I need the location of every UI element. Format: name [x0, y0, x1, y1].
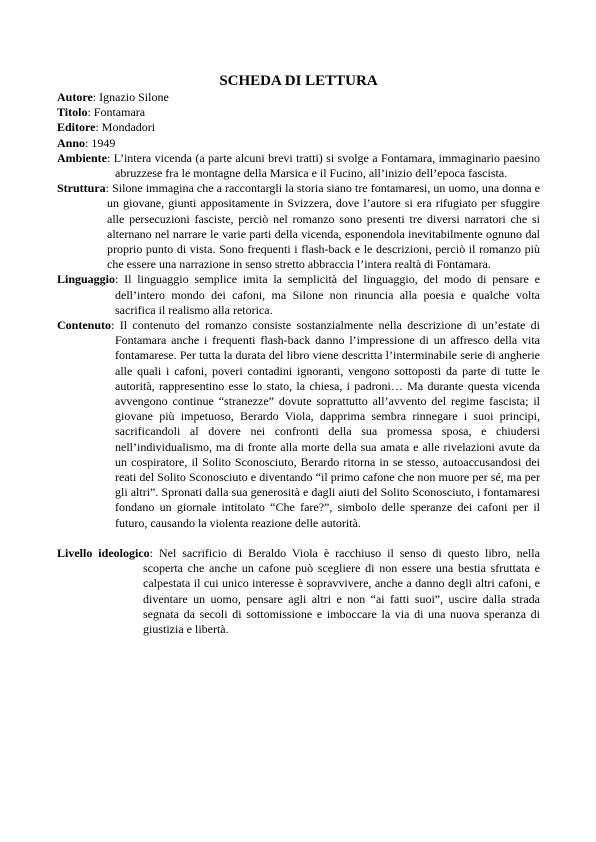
- field-label-linguaggio: Linguaggio: [57, 272, 116, 287]
- field-linguaggio: Linguaggio: Il linguaggio semplice imita la semplicità del linguaggio, del modo di pensare e dell’intero mondo dei cafoni, ma Silone non rinuncia alla poesia e qualche volta sacrifica il realismo alla retorica.: [57, 272, 540, 317]
- field-label-autore: Autore: [57, 90, 93, 104]
- page-title: SCHEDA DI LETTURA: [219, 73, 378, 89]
- field-value-titolo: Fontamara: [93, 105, 146, 120]
- field-value-anno: 1949: [91, 135, 116, 150]
- field-label-contenuto: Contenuto: [57, 318, 112, 333]
- field-ambiente: Ambiente: L’intera vicenda (a parte alcuni brevi tratti) si svolge a Fontamara, immaginario paesino abruzzese fra le montagne della Marsica e il Fucino, all’inizio dell’epoca fascista.: [57, 150, 540, 181]
- field-label-livello-ideologico: Livello ideologico: [57, 545, 150, 560]
- field-struttura: Struttura: Silone immagina che a raccontargli la storia siano tre fontamaresi, un uomo, una donna e un giovane, giunti appositamente in Svizzera, dove l’autore si era rifugiato per sfuggire alle persecuzioni fasciste, perciò nel romanzo sono presenti tre diversi narratori che si alternano nel narrare le varie parti della vicenda, esponendola inevitabilmente ognuno dal proprio punto di vista. Sono frequenti i flash-back e le descrizioni, perciò il romanzo più che essere una narrazione in senso stretto abbraccia l’intera realtà di Fontamara.: [57, 181, 540, 272]
- field-value-editore: Mondadori: [101, 120, 156, 135]
- field-anno: Anno: 1949: [57, 135, 116, 150]
- field-value-contenuto: Il contenuto del romanzo consiste sostanzialmente nella descrizione di un’estate di Fontamara anche i frequenti flash-back danno l’impressione di un affresco della vita fontamarese. Per tutta la durata del libro viene descritta l’interminabile serie di angherie alle quali i cafoni, poveri contadini ignoranti, vengono sottoposti da parte di tutte le autorità, rappresentino esse lo stato, la chiesa, i padroni… Ma durante questa vicenda avvengono continue “stranezze” dovute soprattutto all’avvento del regime fascista; il giovane più impetuoso, Berardo Viola, dapprima sembra rinnegare i suoi principi, sacrificandoli al dovere nei confronti della sua promessa sposa, e chiudersi nell’individualismo, ma di fronte alla morte della sua amata e alle rivelazioni avute da un cospiratore, il Solito Sconosciuto, Berardo ritorna in se stesso, autoaccusandosi dei reati del Solito Sconosciuto e diventando “il primo cafone che non muore per sé, ma per gli altri”. Spronati dalla sua generosità e dagli aiuti del Solito Sconosciuto, i fontamaresi fondano un giornale intitolato “Che fare?”, simbolo delle speranze dei cafoni per il futuro, causando la violenta reazione delle autorità.: [115, 318, 540, 530]
- field-titolo: Titolo: Fontamara: [57, 105, 146, 120]
- field-label-editore: Editore: [57, 120, 96, 135]
- field-label-struttura: Struttura: [57, 181, 106, 196]
- field-value-livello-ideologico: Nel sacrificio di Beraldo Viola è racchiuso il senso di questo libro, nella scoperta che anche un cafone può scegliere di non essere una bestia sfruttata e calpestata il cui unico interesse è sopravvivere, anche a danno degli altri cafoni, e diventare un uomo, pensare agli altri e non “ai fatti suoi”, uscire dalla strada segnata da secoli di sottomissione e imboccare la via di una nuova speranza di giustizia e libertà.: [143, 545, 540, 636]
- paragraph-gap: [57, 531, 540, 546]
- field-value-struttura: Silone immagina che a raccontargli la storia siano tre fontamaresi, un uomo, una donna e un giovane, giunti appositamente in Svizzera, dove l’autore si era rifugiato per sfuggire alle persecuzioni fasciste, perciò nel romanzo sono presenti tre diversi narratori che si alternano nel narrare le varie parti della vicenda, esponendola inevitabilmente ognuno dal proprio punto di vista. Sono frequenti i flash-back e le descrizioni, perciò il romanzo più che essere una narrazione in senso stretto abbraccia l’intera realtà di Fontamara.: [107, 181, 540, 272]
- field-label-titolo: Titolo: [57, 105, 88, 120]
- field-label-ambiente: Ambiente: [57, 150, 107, 165]
- field-livello-ideologico: Livello ideologico: Nel sacrificio di Beraldo Viola è racchiuso il senso di questo libro, nella scoperta che anche un cafone può scegliere di non essere una bestia sfruttata e calpestata il cui unico interesse è sopravvivere, anche a danno degli altri cafoni, e diventare un uomo, pensare agli altri e non “ai fatti suoi”, uscire dalla strada segnata da secoli di sottomissione e imboccare la via di una nuova speranza di giustizia e libertà.: [57, 545, 540, 636]
- field-autore: Autore: Ignazio Silone: [57, 90, 169, 104]
- field-value-ambiente: L’intera vicenda (a parte alcuni brevi tratti) si svolge a Fontamara, immaginario paesino abruzzese fra le montagne della Marsica e il Fucino, all’inizio dell’epoca fascista.: [113, 150, 540, 181]
- field-editore: Editore: Mondadori: [57, 120, 156, 135]
- field-contenuto: Contenuto: Il contenuto del romanzo consiste sostanzialmente nella descrizione di un’estate di Fontamara anche i frequenti flash-back danno l’impressione di un affresco della vita fontamarese. Per tutta la durata del libro viene descritta l’interminabile serie di angherie alle quali i cafoni, poveri contadini ignoranti, vengono sottoposti da parte di tutte le autorità, rappresentino esse lo stato, la chiesa, i padroni… Ma durante questa vicenda avvengono continue “stranezze” dovute soprattutto all’avvento del regime fascista; il giovane più impetuoso, Berardo Viola, dapprima sembra rinnegare i suoi principi, sacrificandoli al dovere nei confronti della sua promessa sposa, e chiudersi nell’individualismo, ma di fronte alla morte della sua amata e alle rivelazioni avute da un cospiratore, il Solito Sconosciuto, Berardo ritorna in se stesso, autoaccusandosi dei reati del Solito Sconosciuto e diventando “il primo cafone che non muore per sé, ma per gli altri”. Spronati dalla sua generosità e dagli aiuti del Solito Sconosciuto, i fontamaresi fondano un giornale intitolato “Che fare?”, simbolo delle speranze dei cafoni per il futuro, causando la violenta reazione delle autorità.: [57, 318, 540, 530]
- field-value-linguaggio: Il linguaggio semplice imita la semplicità del linguaggio, del modo di pensare e dell’intero mondo dei cafoni, ma Silone non rinuncia alla poesia e qualche volta sacrifica il realismo alla retorica.: [115, 272, 540, 317]
- field-label-anno: Anno: [57, 135, 86, 150]
- field-value-autore: Ignazio Silone: [99, 90, 169, 104]
